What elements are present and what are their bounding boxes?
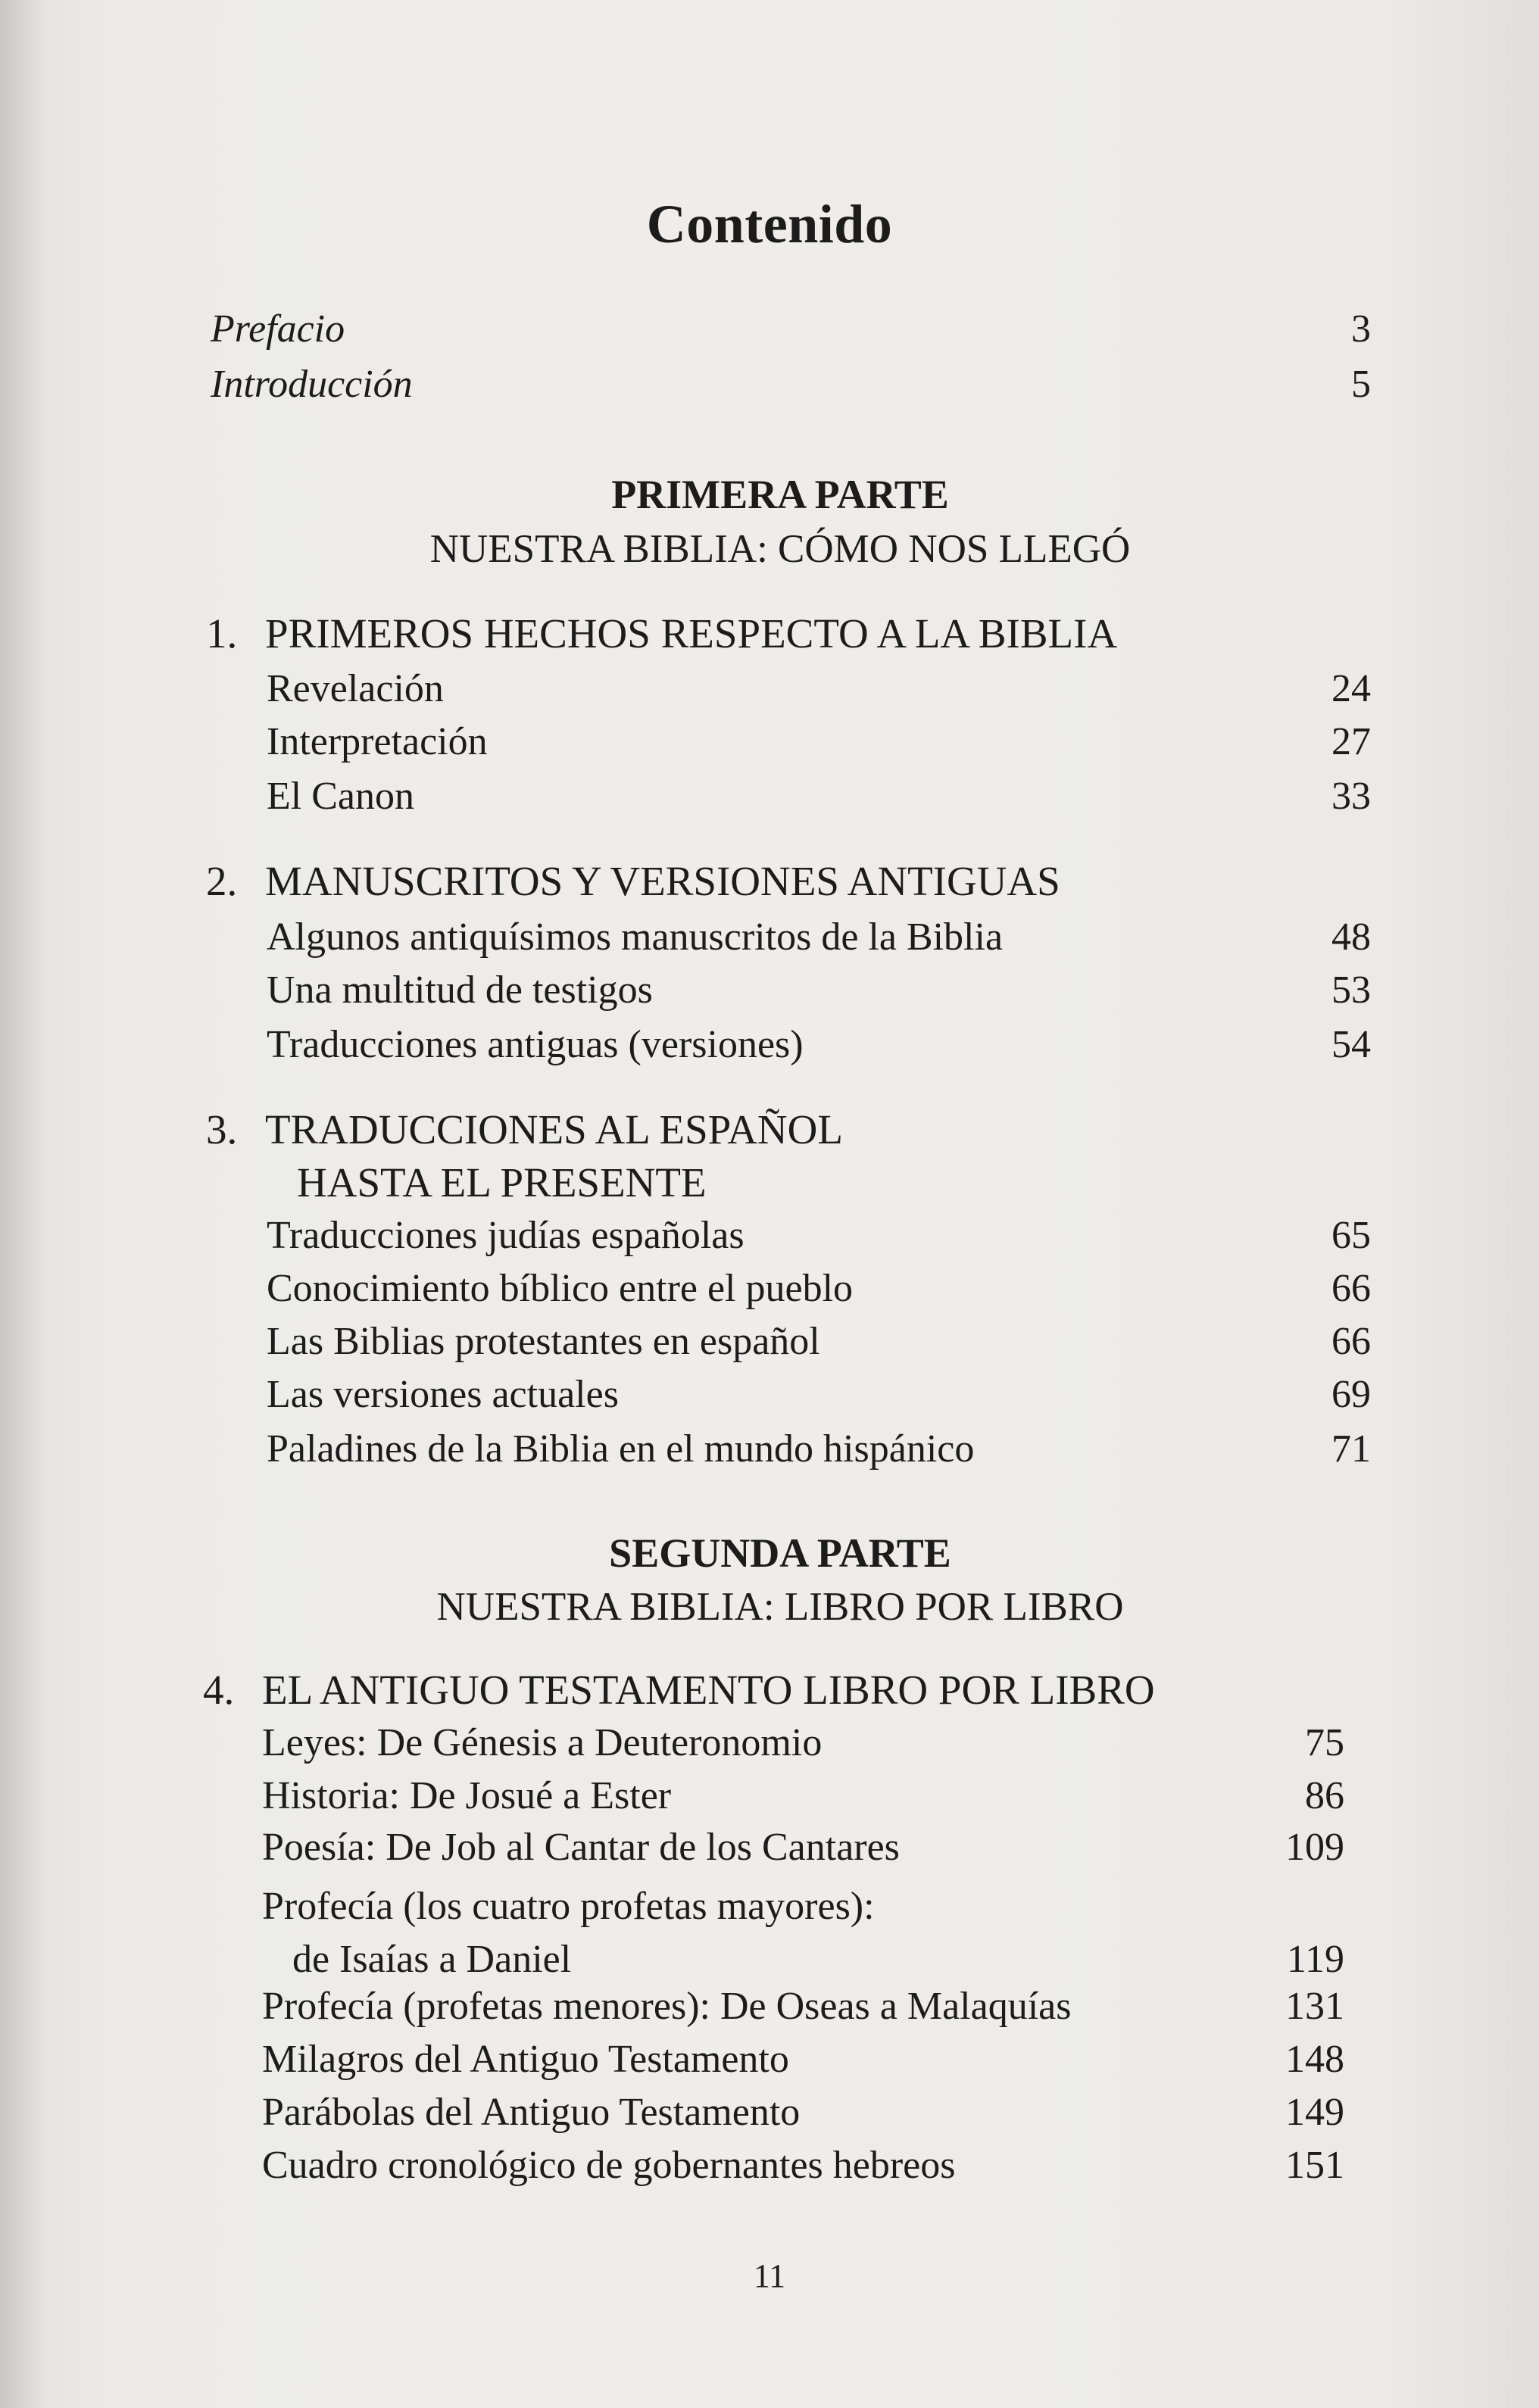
toc-entry-label: Leyes: De Génesis a Deuteronomio (262, 1721, 823, 1764)
toc-entry-page: 65 (1331, 1214, 1371, 1257)
toc-entry-page: 119 (1286, 1938, 1344, 1981)
toc-entry-label: Profecía (los cuatro profetas mayores): (262, 1885, 875, 1928)
toc-entry-label: Traducciones judías españolas (267, 1214, 745, 1257)
toc-entry-page: 66 (1331, 1320, 1371, 1363)
toc-entry-page: 75 (1305, 1721, 1344, 1764)
toc-entry-page: 53 (1331, 969, 1371, 1012)
chapter-heading (203, 1666, 1155, 1714)
toc-entry-page: 131 (1285, 1985, 1344, 2028)
chapter-title-line2: HASTA EL PRESENTE (297, 1159, 707, 1206)
toc-entry-label: Traducciones antiguas (versiones) (267, 1023, 804, 1066)
part-subtitle: NUESTRA BIBLIA: CÓMO NOS LLEGÓ (429, 527, 1131, 571)
toc-entry-page: 109 (1285, 1826, 1344, 1869)
toc-entry-label: Parábolas del Antiguo Testamento (262, 2091, 801, 2134)
toc-entry-label: Las versiones actuales (267, 1373, 619, 1416)
part-subtitle: NUESTRA BIBLIA: LIBRO POR LIBRO (436, 1585, 1124, 1629)
toc-entry-label: Profecía (profetas menores): De Oseas a Malaquías (262, 1985, 1072, 2028)
toc-entry-label: Poesía: De Job al Cantar de los Cantares (262, 1826, 900, 1869)
toc-entry-label: Milagros del Antiguo Testamento (262, 2038, 789, 2081)
chapter-title: MANUSCRITOS Y VERSIONES ANTIGUAS (265, 858, 1060, 904)
chapter-heading (206, 1106, 843, 1153)
chapter-title-continued (297, 1159, 707, 1206)
toc-entry-label: Historia: De Josué a Ester (262, 1774, 672, 1817)
chapter-heading (206, 610, 1117, 657)
chapter-title: PRIMEROS HECHOS RESPECTO A LA BIBLIA (265, 610, 1118, 657)
toc-entry-page: 86 (1305, 1774, 1344, 1817)
chapter-number: 4. (203, 1667, 235, 1713)
toc-entry-label: Revelación (267, 667, 444, 710)
toc-entry-page: 33 (1331, 775, 1371, 818)
page-number: 11 (753, 2257, 786, 2294)
toc-entry-page: 71 (1331, 1427, 1371, 1471)
toc-entry-page: 54 (1331, 1023, 1371, 1066)
chapter-number: 2. (206, 858, 238, 904)
toc-entry-page: 27 (1331, 720, 1371, 763)
toc-entry-page: 24 (1331, 667, 1371, 710)
toc-entry-label: Introducción (211, 363, 413, 406)
page-title: Contenido (646, 194, 893, 254)
toc-entry-page: 149 (1285, 2091, 1344, 2134)
toc-entry-label: Paladines de la Biblia en el mundo hispánico (267, 1427, 975, 1471)
part-title: SEGUNDA PARTE (609, 1530, 951, 1576)
toc-entry-label: Algunos antiquísimos manuscritos de la Biblia (267, 915, 1004, 959)
chapter-title: EL ANTIGUO TESTAMENTO LIBRO POR LIBRO (262, 1667, 1155, 1713)
toc-entry-page: 66 (1331, 1267, 1371, 1310)
toc-entry-page: 3 (1351, 307, 1371, 351)
toc-entry-label: Prefacio (211, 307, 345, 351)
toc-entry-label: Interpretación (267, 720, 488, 763)
toc-entry-label: Una multitud de testigos (267, 969, 653, 1012)
toc-entry-page: 148 (1285, 2038, 1344, 2081)
toc-entry-label: Cuadro cronológico de gobernantes hebreos (262, 2144, 956, 2187)
toc-entry-page: 48 (1331, 915, 1371, 959)
toc-entry-page: 151 (1285, 2144, 1344, 2187)
toc-entry-page: 5 (1351, 363, 1371, 406)
chapter-heading (206, 857, 1060, 905)
toc-entry-page: 69 (1331, 1373, 1371, 1416)
toc-entry-label: de Isaías a Daniel (292, 1938, 572, 1981)
part-title: PRIMERA PARTE (611, 472, 949, 517)
chapter-number: 3. (206, 1106, 238, 1153)
chapter-number: 1. (206, 610, 238, 657)
toc-entry-label: Conocimiento bíblico entre el pueblo (267, 1267, 854, 1310)
toc-entry-label: El Canon (267, 775, 414, 818)
chapter-title: TRADUCCIONES AL ESPAÑOL (265, 1106, 843, 1153)
toc-entry-label: Las Biblias protestantes en español (267, 1320, 820, 1363)
